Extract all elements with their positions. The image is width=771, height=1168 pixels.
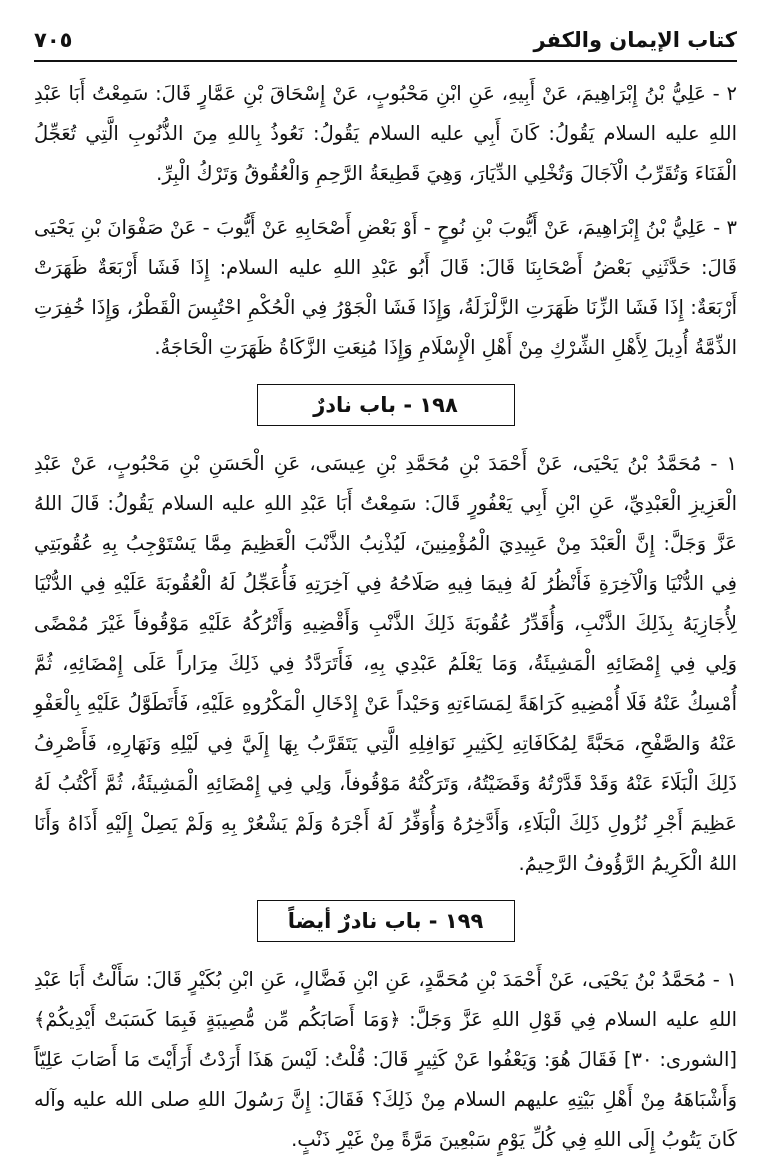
chapter-198-hadith-1: ١ - مُحَمَّدُ بْنُ يَحْيَى، عَنْ أَحْمَدَ بْنِ مُحَمَّدِ بْنِ عِيسَى، عَنِ الْحَسَنِ بْنِ مَحْبُوبٍ، عَنْ عَبْدِ الْعَزِيزِ الْعَبْدِيِّ، عَنِ ابْنِ أَبِي يَعْفُورٍ قَالَ: سَمِعْتُ أَبَا عَبْدِ اللهِ عليه السلام يَقُولُ: قَالَ اللهُ عَزَّ وَجَلَّ: إِنَّ الْعَبْدَ مِنْ عَبِيدِيَ الْمُؤْمِنِينَ، لَيُذْنِبُ الذَّنْبَ الْعَظِيمَ مِمَّا يَسْتَوْجِبُ بِهِ عُقُوبَتِي فِي الدُّنْيَا وَالْآخِرَةِ فَأَنْظُرُ لَهُ فِيمَا فِيهِ صَلَاحُهُ فِي آخِرَتِهِ فَأُعَجِّلُ لَهُ الْعُقُوبَةَ عَلَيْهِ فِي الدُّنْيَا لِأُجَازِيَهُ بِذَلِكَ الذَّنْبِ، وَأُقَدِّرُ عُقُوبَةَ ذَلِكَ الذَّنْبِ وَأَقْضِيهِ وَأَتْرُكُهُ عَلَيْهِ مَوْقُوفاً غَيْرَ مُمْضًى وَلِي فِي إِمْضَائِهِ الْمَشِيئَةُ، وَمَا يَعْلَمُ عَبْدِي بِهِ، فَأَتَرَدَّدُ فِي ذَلِكَ مِرَاراً عَلَى إِمْضَائِهِ، ثُمَّ أُمْسِكُ عَنْهُ فَلَا أُمْضِيهِ كَرَاهَةً لِمَسَاءَتِهِ وَحَيْداً عَنْ إِدْخَالِ الْمَكْرُوهِ عَلَيْهِ، فَأَتَطَوَّلُ عَلَيْهِ بِالْعَفْوِ عَنْهُ وَالصَّفْحِ، مَحَبَّةً لِمُكَافَاتِهِ لِكَثِيرِ نَوَافِلِهِ الَّتِي يَتَقَرَّبُ بِهَا إِلَيَّ فِي لَيْلِهِ وَنَهَارِهِ، فَأَصْرِفُ ذَلِكَ الْبَلَاءَ عَنْهُ وَقَدْ قَدَّرْتُهُ وَقَضَيْتُهُ، وَتَرَكْتُهُ مَوْقُوفاً، وَلِي فِي إِمْضَائِهِ الْمَشِيئَةُ، ثُمَّ أَكْتُبُ لَهُ عَظِيمَ أَجْرِ نُزُولِ ذَلِكَ الْبَلَاءِ، وَأَدَّخِرُهُ وَأُوَفِّرُ لَهُ أَجْرَهُ وَلَمْ يَشْعُرْ بِهِ وَلَمْ يَصِلْ إِلَيْهِ أَذَاهُ وَأَنَا اللهُ الْكَرِيمُ الرَّؤُوفُ الرَّحِيمُ. xyxy=(34,452,737,875)
hadith-paragraph-2: ٢ - عَلِيُّ بْنُ إِبْرَاهِيمَ، عَنْ أَبِيهِ، عَنِ ابْنِ مَحْبُوبٍ، عَنْ إِسْحَاقَ بْنِ عَمَّارٍ قَالَ: سَمِعْتُ أَبَا عَبْدِ اللهِ عليه السلام يَقُولُ: كَانَ أَبِي عليه السلام يَقُولُ: نَعُوذُ بِاللهِ مِنَ الذُّنُوبِ الَّتِي تُعَجِّلُ الْفَنَاءَ وَتُقَرِّبُ الْآجَالَ وَتُخْلِي الدِّيَارَ، وَهِيَ قَطِيعَةُ الرَّحِمِ وَالْعُقُوقُ وَتَرْكُ الْبِرِّ. xyxy=(34,82,737,185)
chapter-title-198: ١٩٨ - باب نادرٌ xyxy=(257,384,515,426)
chapter-title-199: ١٩٩ - باب نادرٌ أيضاً xyxy=(257,900,515,942)
running-title: كتاب الإيمان والكفر xyxy=(533,28,737,52)
hadith-paragraph-3: ٣ - عَلِيُّ بْنُ إِبْرَاهِيمَ، عَنْ أَيُّوبَ بْنِ نُوحٍ - أَوْ بَعْضِ أَصْحَابِهِ عَنْ أَيُّوبَ - عَنْ صَفْوَانَ بْنِ يَحْيَى قَالَ: حَدَّثَنِي بَعْضُ أَصْحَابِنَا قَالَ: قَالَ أَبُو عَبْدِ اللهِ عليه السلام: إِذَا فَشَا أَرْبَعَةٌ ظَهَرَتْ أَرْبَعَةٌ: إِذَا فَشَا الزِّنَا ظَهَرَتِ الزَّلْزَلَةُ، وَإِذَا فَشَا الْجَوْرُ فِي الْحُكْمِ احْتُبِسَ الْقَطْرُ، وَإِذَا خُفِرَتِ الذِّمَّةُ أُدِيلَ لِأَهْلِ الشِّرْكِ مِنْ أَهْلِ الْإِسْلَامِ وَإِذَا مُنِعَتِ الزَّكَاةُ ظَهَرَتِ الْحَاجَةُ. xyxy=(34,216,737,359)
page-number: ٧٠٥ xyxy=(34,28,73,52)
chapter-199-hadith-1: ١ - مُحَمَّدُ بْنُ يَحْيَى، عَنْ أَحْمَدَ بْنِ مُحَمَّدٍ، عَنِ ابْنِ فَضَّالٍ، عَنِ ابْنِ بُكَيْرٍ قَالَ: سَأَلْتُ أَبَا عَبْدِ اللهِ عليه السلام فِي قَوْلِ اللهِ عَزَّ وَجَلَّ: ﴿وَمَا أَصَابَكُم مِّن مُّصِيبَةٍ فَبِمَا كَسَبَتْ أَيْدِيكُمْ﴾ [الشورى: ٣٠] فَقَالَ هُوَ: وَيَعْفُوا عَنْ كَثِيرٍ قَالَ: قُلْتُ: لَيْسَ هَذَا أَرَدْتُ أَرَأَيْتَ مَا أَصَابَ عَلِيّاً وَأَشْبَاهَهُ مِنْ أَهْلِ بَيْتِهِ عليهم السلام مِنْ ذَلِكَ؟ فَقَالَ: إِنَّ رَسُولَ اللهِ صلى الله عليه وآله كَانَ يَتُوبُ إِلَى اللهِ فِي كُلِّ يَوْمٍ سَبْعِينَ مَرَّةً مِنْ غَيْرِ ذَنْبٍ. xyxy=(34,968,738,1151)
page-header xyxy=(34,24,737,62)
page-content xyxy=(34,74,737,1168)
